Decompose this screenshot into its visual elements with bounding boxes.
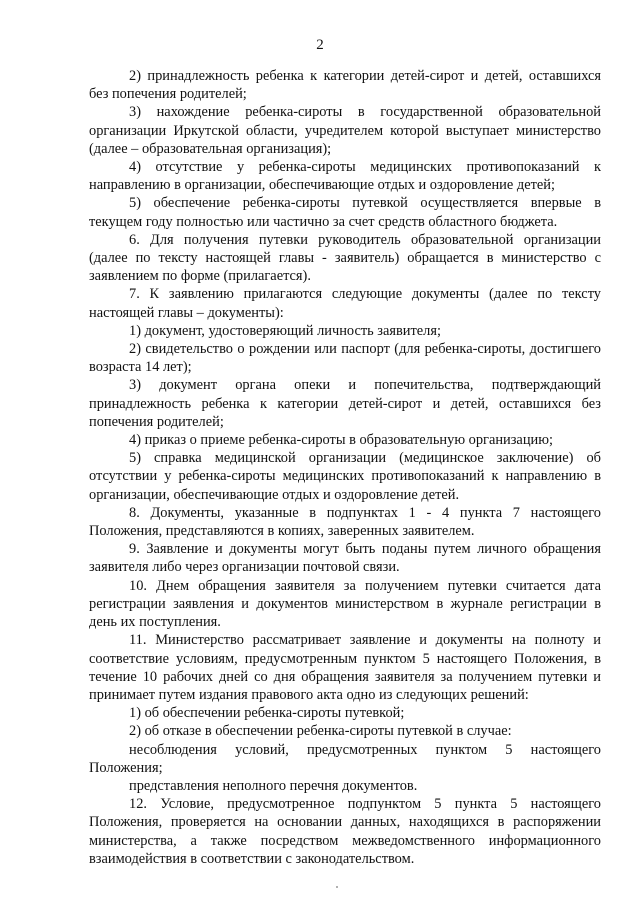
paragraph: несоблюдения условий, предусмотренных пунктом 5 настоящего Положения; (89, 741, 601, 776)
paragraph: 9. Заявление и документы могут быть поданы путем личного обращения заявителя либо через организации почтовой связи. (89, 541, 601, 576)
paragraph: 2) принадлежность ребенка к категории детей-сирот и детей, оставшихся без попечения родителей; (89, 68, 601, 103)
paragraph: 2) об отказе в обеспечении ребенка-сироты путевкой в случае: (129, 723, 512, 740)
paragraph: 2) свидетельство о рождении или паспорт (для ребенка-сироты, достигшего возраста 14 лет); (89, 341, 601, 376)
paragraph: 4) отсутствие у ребенка-сироты медицинских противопоказаний к направлению в организации, обеспечивающие отдых и оздоровление детей; (89, 159, 601, 194)
paragraph: 5) справка медицинской организации (медицинское заключение) об отсутствии у ребенка-сироты медицинских противопоказаний к направлению в организации, обеспечивающие отдых и оздоровление детей. (89, 450, 601, 503)
paragraph: 8. Документы, указанные в подпунктах 1 - 4 пункта 7 настоящего Положения, представляются в копиях, заверенных заявителем. (89, 504, 601, 540)
paragraph: 5) обеспечение ребенка-сироты путевкой осуществляется впервые в текущем году полностью или частично за счет средств областного бюджета. (89, 195, 601, 230)
scan-speck (336, 886, 338, 888)
page-number: 2 (316, 37, 324, 53)
paragraph: представления неполного перечня документов. (129, 777, 418, 794)
paragraph: 1) документ, удостоверяющий личность заявителя; (129, 322, 441, 339)
paragraph: 3) нахождение ребенка-сироты в государственной образовательной организации Иркутской области, учредителем которой выступает министерство (далее – образовательная организация); (89, 104, 601, 157)
paragraph: 4) приказ о приеме ребенка-сироты в образовательную организацию; (129, 432, 553, 449)
paragraph: 7. К заявлению прилагаются следующие документы (далее по тексту настоящей главы – документы): (89, 286, 601, 321)
paragraph: 10. Днем обращения заявителя за получением путевки считается дата регистрации заявления и документов министерством в журнале регистрации в день их поступления. (89, 577, 601, 631)
document-body (89, 67, 601, 868)
paragraph: 12. Условие, предусмотренное подпунктом 5 пункта 5 настоящего Положения, проверяется на основании данных, находящихся в распоряжении министерства, а также посредством межведомственного информационного взаимодействия в соответствии с законодательством. (89, 796, 601, 867)
paragraph: 1) об обеспечении ребенка-сироты путевкой; (129, 705, 405, 722)
paragraph: 6. Для получения путевки руководитель образовательной организации (далее по тексту настоящей главы - заявитель) обращается в министерство с заявлением по форме (прилагается). (89, 231, 601, 285)
paragraph: 3) документ органа опеки и попечительства, подтверждающий принадлежность ребенка к категории детей-сирот и детей, оставшихся без попечения родителей; (89, 377, 601, 430)
paragraph: 11. Министерство рассматривает заявление и документы на полноту и соответствие условиям, предусмотренным пунктом 5 настоящего Положения, в течение 10 рабочих дней со дня обращения заявителя за получением путевки и принимает путем издания правового акта одно из следующих решений: (89, 632, 601, 703)
